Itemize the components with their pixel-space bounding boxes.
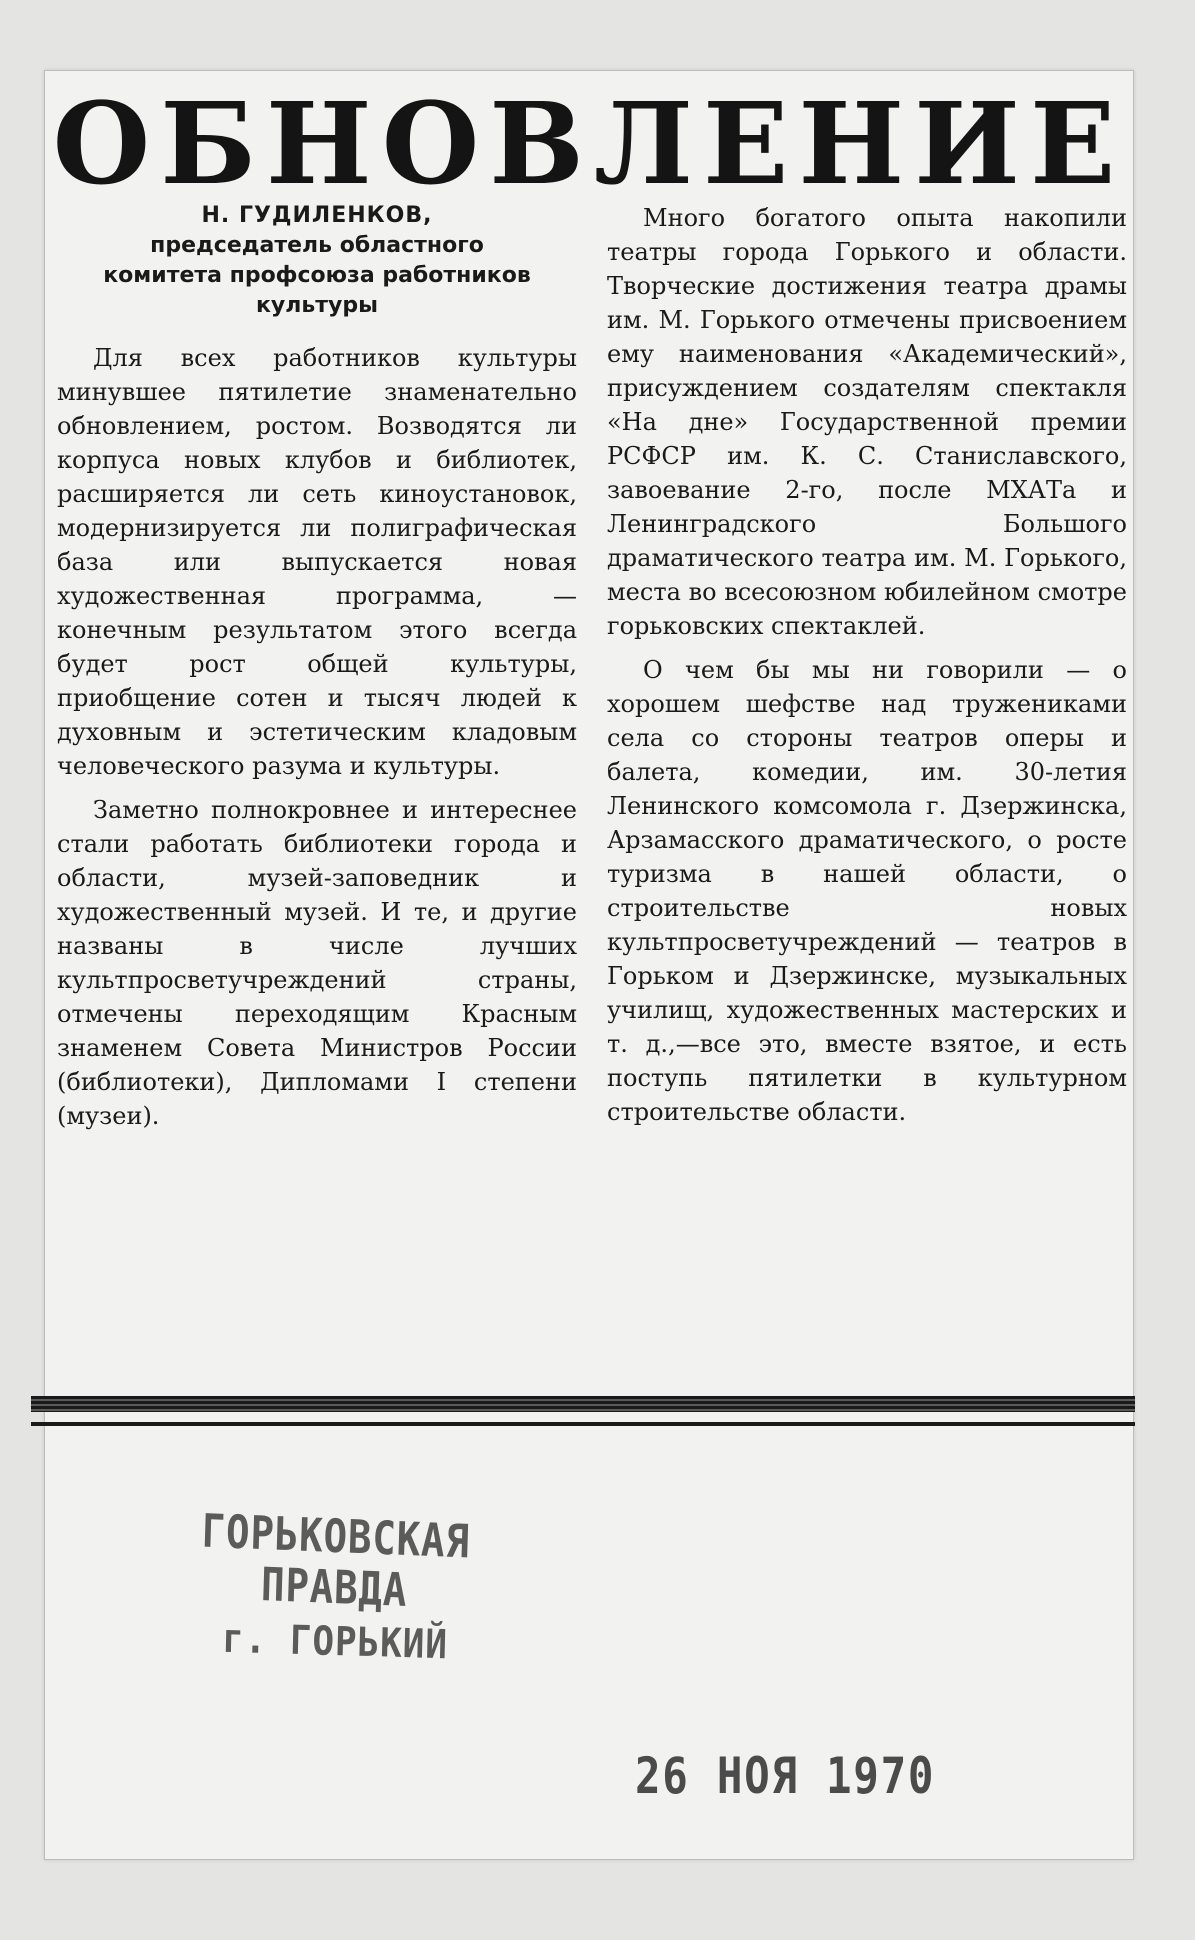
right-column	[607, 201, 1127, 1129]
date-stamp: 26 НОЯ 1970	[635, 1747, 936, 1805]
newspaper-stamp	[105, 1503, 565, 1669]
paragraph: О чем бы мы ни говорили — о хорошем шефстве над тружениками села со стороны театров оперы и балета, комедии, им. 30-летия Ленинского комсомола г. Дзержинска, Арзамасского драматического, о росте туризма в нашей области, о строительстве новых культпросветучреждений — театров в Горьком и Дзержинске, музыкальных училищ, художественных мастерских и т. д.,—все это, вместе взятое, и есть поступь пятилетки в культурном строительстве области.	[607, 656, 1127, 1126]
left-body	[57, 341, 577, 1133]
left-column	[57, 201, 577, 1133]
paragraph: Заметно полнокровнее и интереснее стали работать библиотеки города и области, музей-заповедник и художественный музей. И те, и другие названы в числе лучших культпросветучреждений страны, отмечены переходящим Красным знаменем Совета Министров России (библиотеки), Дипломами I степени (музеи).	[57, 796, 577, 1130]
paragraph: Для всех работников культуры минувшее пятилетие знаменательно обновлением, ростом. Возводятся ли корпуса новых клубов и библиотек, расширяется ли сеть киноустановок, модернизируется ли полиграфическая база или выпускается новая художественная программа, — конечным результатом этого всегда будет рост общей культуры, приобщение сотен и тысяч людей к духовным и эстетическим кладовым человеческого разума и культуры.	[57, 344, 577, 780]
newspaper-clipping	[44, 70, 1134, 1860]
author-name: Н. ГУДИЛЕНКОВ,	[201, 203, 433, 228]
separator-rules	[31, 1396, 1135, 1426]
headline: ОБНОВЛЕНИЕ	[52, 79, 1126, 210]
right-body	[607, 201, 1127, 1129]
byline	[57, 201, 577, 321]
thin-rule	[31, 1422, 1135, 1426]
thick-rule	[31, 1396, 1135, 1412]
stamp-city: г. ГОРЬКИЙ	[221, 1615, 449, 1669]
stamp-newspaper-name: ГОРЬКОВСКАЯ ПРАВДА	[200, 1503, 471, 1617]
author-title: председатель областного комитета профсоюза работников культуры	[103, 233, 531, 318]
paragraph: Много богатого опыта накопили театры города Горького и области. Творческие достижения театра драмы им. М. Горького отмечены присвоением ему наименования «Академический», присуждением создателям спектакля «На дне» Государственной премии РСФСР им. К. С. Станиславского, завоевание 2-го, после МХАТа и Ленинградского Большого драматического театра им. М. Горького, места во всесоюзном юбилейном смотре горьковских спектаклей.	[607, 204, 1127, 640]
